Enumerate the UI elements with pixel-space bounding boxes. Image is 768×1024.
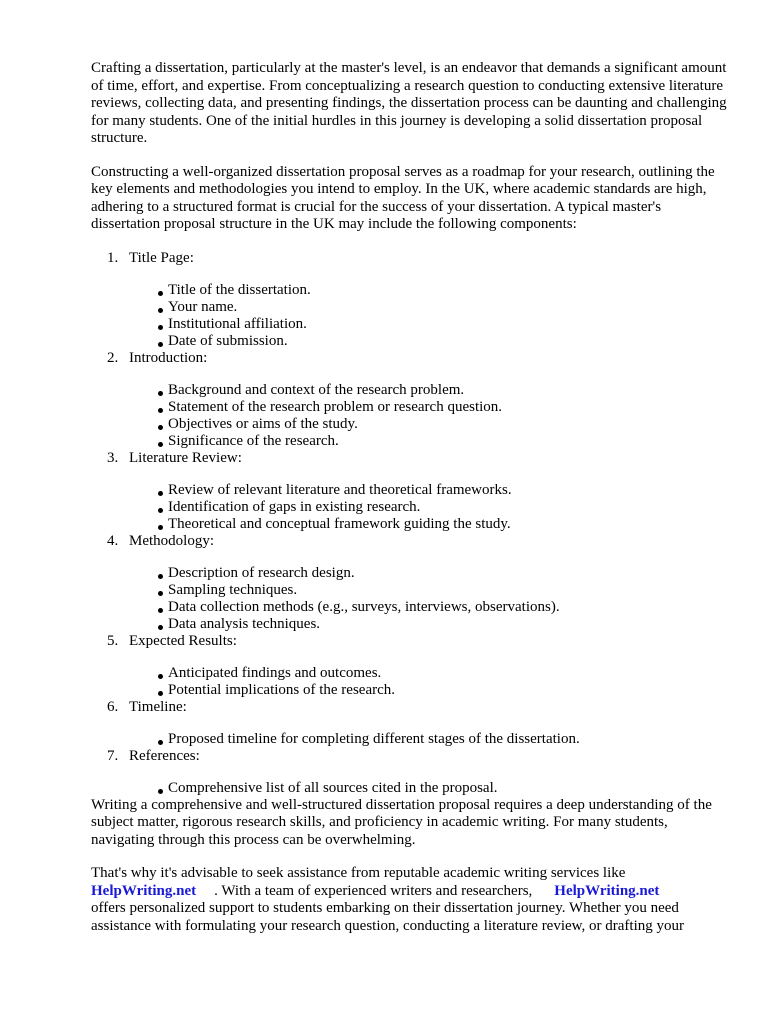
bullet-item (91, 582, 731, 599)
bullet-item (91, 333, 731, 350)
section-number: 5. (107, 632, 119, 649)
section-heading (107, 748, 731, 765)
bullet-list (91, 665, 731, 699)
section-heading (107, 250, 731, 267)
section-3 (91, 450, 731, 533)
bullet-item (91, 316, 731, 333)
closing-text-b: . With a team of experienced writers and researchers, (214, 882, 533, 899)
bullet-item (91, 599, 731, 616)
bullet-dot-icon (158, 625, 163, 630)
section-title: References: (129, 747, 200, 764)
bullet-item (91, 382, 731, 399)
bullet-list (91, 482, 731, 533)
bullet-item (91, 665, 731, 682)
closing-text-a: That's why it's advisable to seek assistance from reputable academic writing services like (91, 865, 626, 881)
bullet-text: Review of relevant literature and theoretical frameworks. (168, 481, 512, 498)
section-heading (107, 533, 731, 550)
helpwriting-link-2[interactable]: HelpWriting.net (554, 882, 660, 899)
bullet-text: Data collection methods (e.g., surveys, interviews, observations). (168, 598, 560, 615)
bullet-dot-icon (158, 525, 163, 530)
bullet-item (91, 565, 731, 582)
bullet-text: Anticipated findings and outcomes. (168, 664, 382, 681)
section-title: Methodology: (129, 532, 214, 549)
bullet-text: Background and context of the research problem. (168, 381, 465, 398)
bullet-item (91, 282, 731, 299)
bullet-list (91, 282, 731, 350)
section-7 (91, 748, 731, 797)
bullet-text: Title of the dissertation. (168, 281, 311, 298)
section-number: 4. (107, 532, 119, 549)
bullet-text: Date of submission. (168, 332, 288, 349)
bullet-dot-icon (158, 608, 163, 613)
section-heading (107, 699, 731, 716)
bullet-text: Identification of gaps in existing research. (168, 498, 421, 515)
section-title: Introduction: (129, 349, 208, 366)
section-title: Title Page: (129, 249, 194, 266)
section-number: 3. (107, 449, 119, 466)
components-list (91, 250, 731, 797)
bullet-dot-icon (158, 491, 163, 496)
bullet-dot-icon (158, 574, 163, 579)
bullet-dot-icon (158, 342, 163, 347)
section-title: Expected Results: (129, 632, 237, 649)
bullet-text: Institutional affiliation. (168, 315, 307, 332)
bullet-dot-icon (158, 291, 163, 296)
bullet-item (91, 399, 731, 416)
bullet-item (91, 616, 731, 633)
bullet-text: Description of research design. (168, 564, 355, 581)
bullet-item (91, 682, 731, 699)
document-page (91, 60, 731, 951)
section-heading (107, 450, 731, 467)
bullet-text: Comprehensive list of all sources cited in the proposal. (168, 779, 498, 796)
bullet-dot-icon (158, 674, 163, 679)
closing-paragraph-1: Writing a comprehensive and well-structured dissertation proposal requires a deep understanding of the subject matter, rigorous research skills, and proficiency in academic writing. For many students, navigating through this process can be overwhelming. (91, 796, 712, 848)
bullet-list (91, 731, 731, 748)
bullet-text: Your name. (168, 298, 238, 315)
bullet-item (91, 516, 731, 533)
bullet-text: Proposed timeline for completing different stages of the dissertation. (168, 730, 580, 747)
bullet-dot-icon (158, 325, 163, 330)
bullet-dot-icon (158, 391, 163, 396)
bullet-dot-icon (158, 442, 163, 447)
section-title: Literature Review: (129, 449, 242, 466)
section-number: 7. (107, 747, 119, 764)
bullet-item (91, 482, 731, 499)
bullet-dot-icon (158, 408, 163, 413)
bullet-dot-icon (158, 691, 163, 696)
section-2 (91, 350, 731, 450)
bullet-text: Potential implications of the research. (168, 681, 396, 698)
section-number: 1. (107, 249, 119, 266)
closing-text-c: offers personalized support to students embarking on their dissertation journey. Whether you need assistance with formulating your research question, conducting a literature review, or drafting your (91, 900, 684, 934)
section-1 (91, 250, 731, 350)
bullet-dot-icon (158, 508, 163, 513)
bullet-dot-icon (158, 740, 163, 745)
helpwriting-link-1[interactable]: HelpWriting.net (91, 882, 197, 899)
bullet-item (91, 416, 731, 433)
bullet-text: Sampling techniques. (168, 581, 298, 598)
section-4 (91, 533, 731, 633)
section-title: Timeline: (129, 698, 187, 715)
intro-paragraph-1: Crafting a dissertation, particularly at the master's level, is an endeavor that demands a significant amount of time, effort, and expertise. From conceptualizing a research question to conducting extensive literature reviews, collecting data, and presenting findings, the dissertation process can be daunting and challenging for many students. One of the initial hurdles in this journey is developing a solid dissertation proposal structure. (91, 60, 727, 146)
section-6 (91, 699, 731, 748)
bullet-list (91, 382, 731, 450)
bullet-text: Objectives or aims of the study. (168, 415, 358, 432)
bullet-text: Significance of the research. (168, 432, 339, 449)
bullet-dot-icon (158, 789, 163, 794)
section-heading (107, 633, 731, 650)
bullet-item (91, 731, 731, 748)
section-heading (107, 350, 731, 367)
bullet-list (91, 565, 731, 633)
section-5 (91, 633, 731, 699)
bullet-dot-icon (158, 591, 163, 596)
section-number: 2. (107, 349, 119, 366)
bullet-list (91, 780, 731, 797)
bullet-item (91, 433, 731, 450)
bullet-item (91, 299, 731, 316)
bullet-item (91, 499, 731, 516)
bullet-text: Data analysis techniques. (168, 615, 321, 632)
intro-paragraph-2: Constructing a well-organized dissertation proposal serves as a roadmap for your research, outlining the key elements and methodologies you intend to employ. In the UK, where academic standards are high, adhering to a structured format is crucial for the success of your dissertation. A typical master's dissertation proposal structure in the UK may include the following components: (91, 163, 715, 232)
section-number: 6. (107, 698, 119, 715)
bullet-item (91, 780, 731, 797)
bullet-dot-icon (158, 308, 163, 313)
closing-paragraph-2 (91, 865, 731, 935)
bullet-text: Statement of the research problem or research question. (168, 398, 503, 415)
bullet-dot-icon (158, 425, 163, 430)
bullet-text: Theoretical and conceptual framework guiding the study. (168, 515, 511, 532)
